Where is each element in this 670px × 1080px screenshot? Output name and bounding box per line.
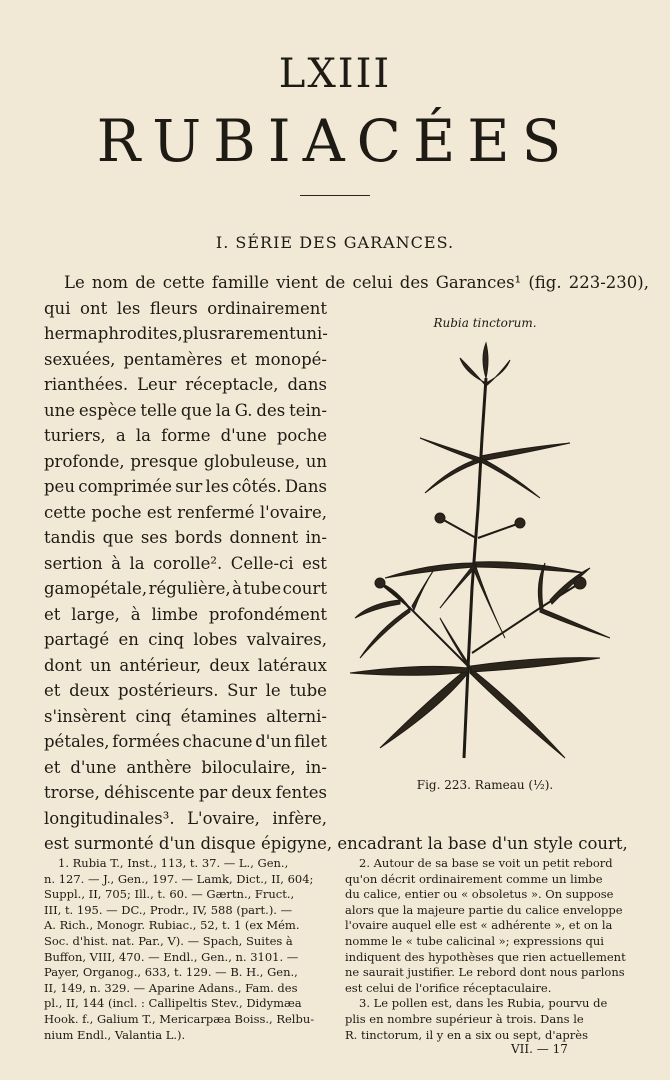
body-line: gamopétale, régulière, à tube court [44,579,327,598]
title-rule [300,195,370,196]
body-line: et large, à limbe profondément [44,604,327,624]
body-line: rianthées. Leur réceptacle, dans [44,375,327,394]
footnote-line: II, 149, n. 329. — Aparine Adans., Fam. des [44,980,298,995]
body-line: pétales, formées chacune d'un filet [44,732,327,751]
footnote-line: nomme le « tube calicinal »; expressions qui [345,933,604,948]
footnote-line: indiquent des hypothèses que rien actuellement [345,949,626,964]
body-line: est surmonté d'un disque épigyne, encadrant la base d'un style court, [44,834,628,853]
body-line: cette poche est renfermé l'ovaire, [44,502,327,522]
footnote-line: 3. Le pollen est, dans les Rubia, pourvu de [359,996,608,1011]
footnotes-left-column [44,856,324,1043]
body-line: dont un antérieur, deux latéraux [44,655,327,675]
footnote-line: plis en nombre supérieur à trois. Dans le [345,1011,584,1026]
footnote-line: nium Endl., Valantia L.). [44,1027,186,1042]
footnote-line: ne saurait justifier. Le rebord dont nous parlons [345,965,625,980]
footnote-line: R. tinctorum, il y en a six ou sept, d'après [345,1027,588,1042]
footnote-line: 1. Rubia T., Inst., 113, t. 37. — L., Gen., [58,856,289,870]
footnote-line: Soc. d'hist. nat. Par., V). — Spach, Suites à [44,933,293,948]
footnote-line: Hook. f., Galium T., Mericarpæa Boiss., Relbu- [44,1011,315,1026]
footnote-line: Payer, Organog., 633, t. 129. — B. H., Gen., [44,965,298,980]
page-footer: VII. — 17 [511,1042,568,1056]
body-line: trorse, déhiscente par deux fentes [44,783,327,802]
figure-caption: Fig. 223. Rameau (½). [416,778,554,792]
body-line: longitudinales³. L'ovaire, infère, [44,808,327,828]
body-line: s'insèrent cinq étamines alterni- [44,706,327,726]
body-line: et deux postérieurs. Sur le tube [44,681,327,700]
body-line: une espèce telle que la G. des tein- [44,400,327,420]
footnote-line: Suppl., II, 705; Ill., t. 60. — Gærtn., Fruct., [44,887,295,902]
footnote-line: 2. Autour de sa base se voit un petit rebord [359,856,613,870]
figure [340,316,630,796]
footnote-line: alors que la majeure partie du calice enveloppe [345,902,623,917]
body-line: sexuées, pentamères et monopé- [44,349,327,369]
footnote-line: A. Rich., Monogr. Rubiac., 52, t. 1 (ex Mém. [44,918,300,933]
body-line: tandis que ses bords donnent in- [44,528,327,547]
body-line: et d'une anthère biloculaire, in- [44,757,327,777]
body-line: peu comprimée sur les côtés. Dans [44,477,327,496]
body-line: sertion à la corolle². Celle-ci est [44,553,327,573]
footnote-line: qu'on décrit ordinairement comme un limbe [345,871,603,886]
body-line: profonde, presque globuleuse, un [44,451,327,471]
figure-title: Rubia tinctorum. [433,316,537,330]
footnote-line: pl., II, 144 (incl. : Callipeltis Stev., Didymæa [44,996,302,1011]
rubia-plant-illustration [340,338,630,768]
body-line: partagé en cinq lobes valvaires, [44,630,327,649]
section-title: I. SÉRIE DES GARANCES. [215,233,455,252]
footnote-line: n. 127. — J., Gen., 197. — Lamk, Dict., II, 604; [44,871,314,886]
footnote-line: Buffon, VIII, 470. — Endl., Gen., n. 3101. — [44,949,299,964]
footnote-line: III, t. 195. — DC., Prodr., IV, 588 (part.). — [44,902,293,917]
footnote-line: l'ovaire auquel elle est « adhérente », et on la [345,918,613,933]
chapter-number: LXIII [278,51,392,97]
chapter-title: RUBIACÉES [96,107,574,175]
footnotes-right-column [345,856,628,1043]
body-line: qui ont les fleurs ordinairement [44,298,327,318]
body-line: turiers, a la forme d'une poche [44,426,327,445]
footnote-line: du calice, entier ou « obsoletus ». On suppose [345,887,614,902]
body-line: hermaphrodites, plus rarement uni- [44,324,328,343]
footnote-line: est celui de l'orifice réceptaculaire. [345,980,552,995]
body-line: Le nom de cette famille vient de celui des Garances¹ (fig. 223-230), [64,273,649,292]
